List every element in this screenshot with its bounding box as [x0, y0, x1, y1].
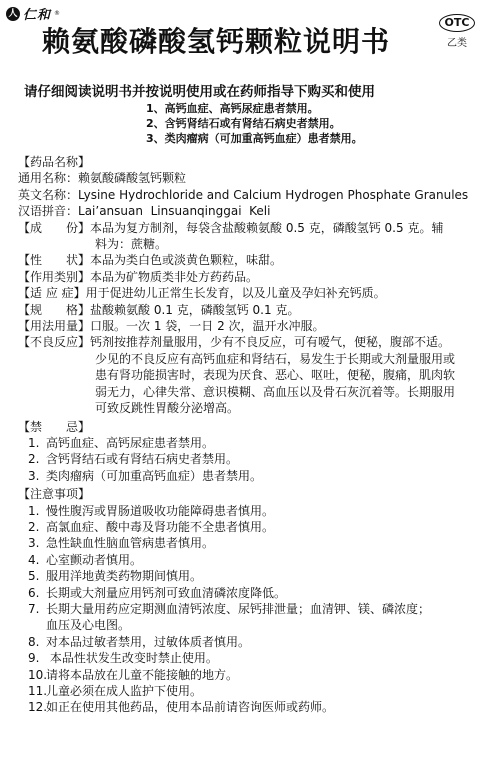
- cautions-list: [18, 503, 477, 716]
- indication-value: 用于促进幼儿正常生长发育，以及儿童及孕妇补充钙质。: [85, 286, 386, 301]
- appearance-label: 【性 状】: [18, 253, 91, 268]
- list-item: [28, 699, 477, 715]
- composition-value-cont: 料为：蔗糖。: [95, 237, 168, 252]
- item-number: 1.: [28, 435, 40, 450]
- list-item: [28, 519, 477, 535]
- leaflet-body: [18, 152, 477, 716]
- adverse-line: 患有肾功能损害时，表现为厌食、恶心、呕吐，便秘，腹痛，肌肉软: [95, 368, 456, 383]
- list-item: [28, 468, 477, 484]
- item-text: 高钙血症、高钙尿症患者禁用。: [46, 435, 215, 450]
- item-number: 3.: [28, 536, 40, 551]
- dosage-value: 口服。一次 1 袋，一日 2 次，温开水冲服。: [90, 319, 325, 334]
- english-name-row: [18, 187, 477, 203]
- warning-item: 2、含钙肾结石或有肾结石病史者禁用。: [146, 117, 341, 130]
- otc-badge: [439, 14, 475, 49]
- brand-mark-icon: 人: [6, 7, 20, 21]
- item-text: 含钙肾结石或有肾结石病史者禁用。: [46, 452, 239, 467]
- registered-mark: ®: [54, 10, 61, 17]
- item-text: 本品性状发生改变时禁止使用。: [46, 651, 218, 666]
- composition-label: 【成 份】: [18, 220, 91, 235]
- warning-item: 1、高钙血症、高钙尿症患者禁用。: [146, 102, 319, 115]
- composition-value: 本品为复方制剂，每袋含盐酸赖氨酸 0.5 克，磷酸氢钙 0.5 克。辅: [90, 220, 444, 235]
- list-item: [28, 634, 477, 650]
- adverse-line: 可致反跳性胃酸分泌增高。: [95, 401, 240, 416]
- category-value: 本品为矿物质类非处方药药品。: [90, 269, 259, 284]
- brand-name: 仁和: [23, 8, 52, 23]
- contraindications-list: [18, 435, 477, 484]
- dosage-row: [18, 318, 477, 334]
- list-item: [28, 667, 477, 683]
- spec-row: [18, 302, 477, 318]
- item-number: 4.: [28, 552, 40, 567]
- english-name-label: 英文名称：: [18, 187, 79, 202]
- category-row: [18, 269, 477, 285]
- appearance-value: 本品为类白色或淡黄色颗粒，味甜。: [90, 253, 283, 268]
- list-item: [28, 601, 477, 617]
- list-item: [28, 535, 477, 551]
- item-number: 3.: [28, 468, 40, 483]
- item-text: 心室颤动者慎用。: [46, 552, 143, 567]
- spec-label: 【规 格】: [18, 302, 91, 317]
- adverse-line: 少见的不良反应有高钙血症和肾结石，易发生于长期或大剂量服用或: [95, 351, 456, 366]
- contraindications-header: 【禁 忌】: [18, 419, 91, 434]
- item-number: 10.: [28, 667, 48, 682]
- english-name-value: Lysine Hydrochloride and Calcium Hydrogen Phosphate Granules: [78, 187, 469, 202]
- list-item: [28, 435, 477, 451]
- generic-name-row: [18, 170, 477, 186]
- otc-label: OTC: [439, 14, 475, 32]
- item-text: 请将本品放在儿童不能接触的地方。: [46, 667, 239, 682]
- list-item: [28, 503, 477, 519]
- item-number: 9.: [28, 651, 40, 666]
- spec-value: 盐酸赖氨酸 0.1 克，磷酸氢钙 0.1 克。: [90, 302, 300, 317]
- section-name-header: 【药品名称】: [18, 155, 91, 169]
- item-text: 急性缺血性脑血管病患者慎用。: [46, 536, 215, 551]
- item-text: 服用洋地黄类药物期间慎用。: [46, 569, 203, 584]
- item-number: 11.: [28, 684, 48, 698]
- page-title: 赖氨酸磷酸氢钙颗粒说明书: [42, 25, 391, 58]
- list-item: [28, 585, 477, 601]
- item-text: 类肉瘤病（可加重高钙血症）患者禁用。: [46, 468, 263, 483]
- item-number: 7.: [28, 601, 40, 616]
- adverse-line: 弱无力，心律失常、意识模糊、高血压以及骨石灰沉着等。长期服用: [95, 384, 456, 399]
- item-text: 如正在使用其他药品，使用本品前请咨询医师或药师。: [46, 700, 335, 715]
- item-number: 2.: [28, 452, 40, 467]
- generic-name-label: 通用名称：: [18, 171, 79, 186]
- list-item: [28, 683, 477, 699]
- warning-list: [146, 101, 363, 146]
- indication-row: [18, 285, 477, 301]
- warning-item: 3、类肉瘤病（可加重高钙血症）患者禁用。: [146, 132, 363, 145]
- page-subtitle: 请仔细阅读说明书并按说明使用或在药师指导下购买和使用: [24, 84, 375, 100]
- cautions-header: 【注意事项】: [18, 487, 91, 502]
- pinyin-row: [18, 203, 477, 219]
- item-number: 5.: [28, 569, 40, 584]
- list-item: [28, 650, 477, 666]
- generic-name-value: 赖氨酸磷酸氢钙颗粒: [78, 171, 187, 186]
- item-number: 6.: [28, 585, 40, 600]
- item-text: 对本品过敏者禁用，过敏体质者慎用。: [46, 634, 251, 649]
- item-text: 慢性腹泻或胃肠道吸收功能障碍患者慎用。: [46, 503, 275, 518]
- dosage-label: 【用法用量】: [18, 319, 91, 334]
- otc-class: 乙类: [447, 38, 467, 49]
- item-number: 1.: [28, 503, 40, 518]
- list-item: [28, 451, 477, 467]
- item-number: 8.: [28, 634, 40, 649]
- item-text: 儿童必须在成人监护下使用。: [46, 684, 203, 698]
- item-number: 12.: [28, 700, 48, 715]
- list-item: [28, 568, 477, 584]
- adverse-row: [18, 334, 477, 350]
- item-text: 高氯血症、酸中毒及肾功能不全患者慎用。: [46, 519, 275, 534]
- list-item: [28, 552, 477, 568]
- pinyin-value: Lai’ansuan Linsuanqinggai Keli: [78, 204, 271, 219]
- appearance-row: [18, 252, 477, 268]
- item-text-cont: 血压及心电图。: [46, 618, 131, 633]
- item-number: 2.: [28, 519, 40, 534]
- adverse-value: 钙剂按推荐剂量服用，少有不良反应，可有嗳气，便秘，腹部不适。: [90, 335, 451, 350]
- adverse-label: 【不良反应】: [18, 335, 91, 350]
- item-text: 长期大量用药应定期测血清钙浓度、尿钙排泄量；血清钾、镁、磷浓度；: [46, 601, 431, 616]
- composition-row: [18, 220, 477, 236]
- item-text: 长期或大剂量应用钙剂可致血清磷浓度降低。: [46, 585, 287, 600]
- pinyin-label: 汉语拼音：: [18, 204, 79, 219]
- category-label: 【作用类别】: [18, 269, 91, 284]
- indication-label: 【适 应 症】: [18, 286, 86, 301]
